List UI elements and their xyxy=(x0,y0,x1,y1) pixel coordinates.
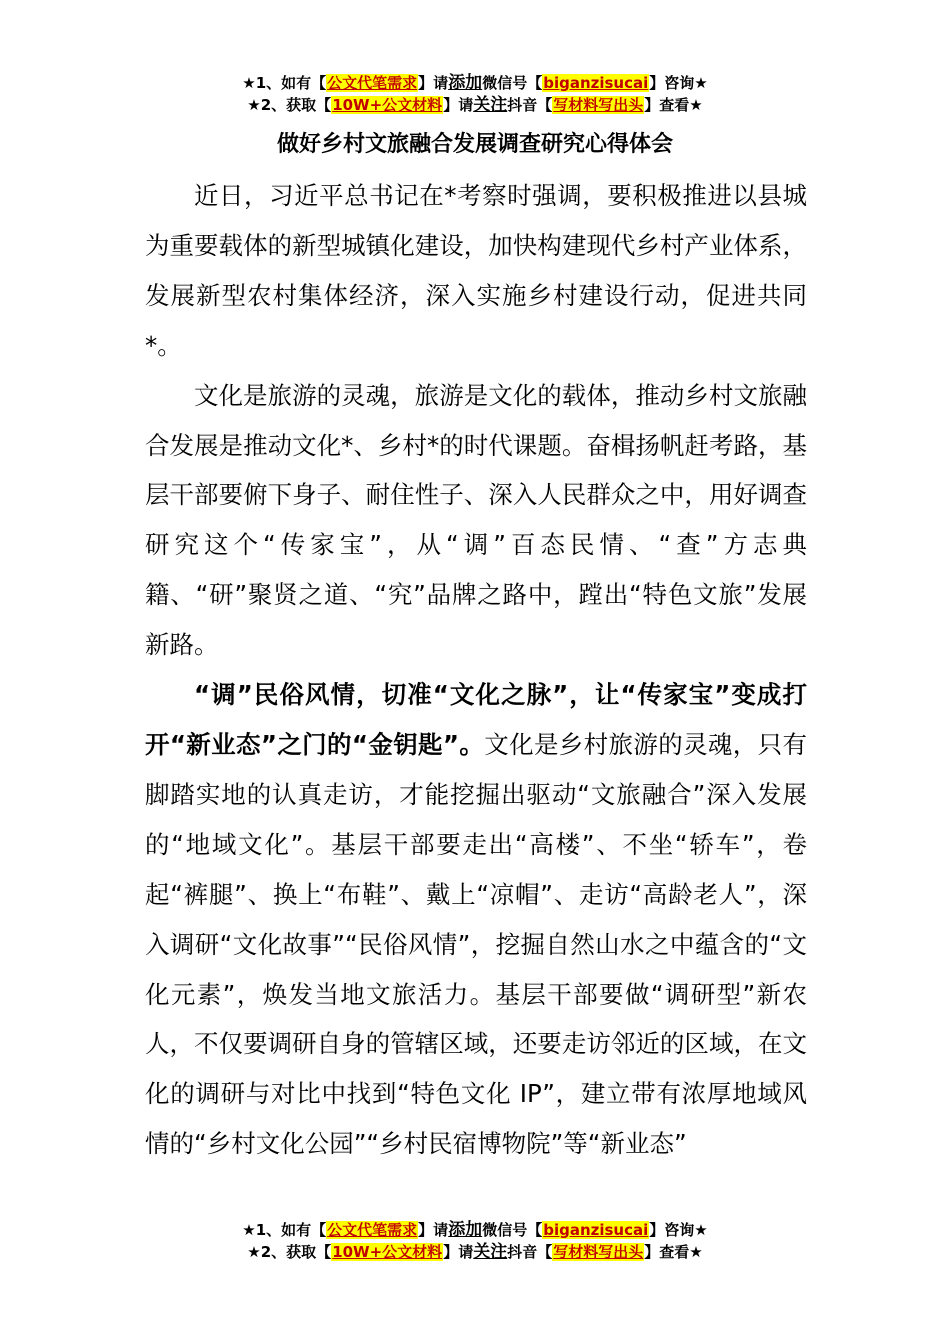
banner-text: 】请 xyxy=(443,96,474,114)
banner-text: ★1、如有【 xyxy=(242,1221,327,1239)
header-banner xyxy=(0,72,950,116)
footer-banner xyxy=(0,1219,950,1263)
paragraph-1: 近日，习近平总书记在*考察时强调，要积极推进以县城为重要载体的新型城镇化建设，加快构建现代乡村产业体系，发展新型农村集体经济，深入实施乡村建设行动，促进共同*。 xyxy=(145,181,807,360)
banner-text: 】咨询★ xyxy=(649,74,708,92)
banner-line-1 xyxy=(0,1219,950,1241)
highlight-service: 公文代笔需求 xyxy=(327,74,418,92)
banner-emphasis: 关注 xyxy=(473,95,508,115)
banner-text: ★2、获取【 xyxy=(247,96,332,114)
banner-text: 】咨询★ xyxy=(649,1221,708,1239)
banner-text: 抖音【 xyxy=(507,1243,553,1261)
banner-text: 】请 xyxy=(443,1243,474,1261)
document-title: 做好乡村文旅融合发展调查研究心得体会 xyxy=(276,132,673,157)
banner-text: 】请 xyxy=(418,1221,449,1239)
banner-text: 微信号【 xyxy=(482,1221,543,1239)
highlight-materials: 10W+公文材料 xyxy=(332,1243,443,1261)
banner-text: 】请 xyxy=(418,74,449,92)
banner-emphasis: 添加 xyxy=(448,73,483,93)
highlight-douyin-id: 写材料写出头 xyxy=(553,96,644,114)
banner-text: 微信号【 xyxy=(482,74,543,92)
document-body xyxy=(145,171,807,1169)
paragraph-3 xyxy=(145,670,807,1169)
highlight-service: 公文代笔需求 xyxy=(327,1221,418,1239)
highlight-materials: 10W+公文材料 xyxy=(332,96,443,114)
banner-text: 抖音【 xyxy=(507,96,553,114)
banner-text: 】查看★ xyxy=(644,96,703,114)
banner-emphasis: 关注 xyxy=(473,1242,508,1262)
highlight-wechat-id: biganzisucai xyxy=(543,74,649,92)
highlight-wechat-id: biganzisucai xyxy=(543,1221,649,1239)
banner-emphasis: 添加 xyxy=(448,1220,483,1240)
paragraph-3-text: 文化是乡村旅游的灵魂，只有脚踏实地的认真走访，才能挖掘出驱动“文旅融合”深入发展的“地域文化”。基层干部要走出“高楼”、不坐“轿车”，卷起“裤腿”、换上“布鞋”、戴上“凉帽”、走访“高龄老人”，深入调研“文化故事”“民俗风情”，挖掘自然山水之中蕴含的“文化元素”，焕发当地文旅活力。基层干部要做“调研型”新农人，不仅要调研自身的管辖区域，还要走访邻近的区域，在文化的调研与对比中找到“特色文化 IP”，建立带有浓厚地域风情的“乡村文化公园”“乡村民宿博物院”等“新业态” xyxy=(145,729,807,1159)
banner-text: ★2、获取【 xyxy=(247,1243,332,1261)
banner-line-2 xyxy=(0,1241,950,1263)
paragraph-3-heading: “调”民俗风情，切准“文化之脉”，让“传家宝”变成打开“新业态”之门的“金钥匙”。 xyxy=(145,680,807,759)
banner-text: 】查看★ xyxy=(644,1243,703,1261)
paragraph-2: 文化是旅游的灵魂，旅游是文化的载体，推动乡村文旅融合发展是推动文化*、乡村*的时代课题。奋楫扬帆赶考路，基层干部要俯下身子、耐住性子、深入人民群众之中，用好调查研究这个“传家宝”，从“调”百态民情、“查”方志典籍、“研”聚贤之道、“究”品牌之路中，蹚出“特色文旅”发展新路。 xyxy=(145,380,807,660)
banner-line-2 xyxy=(0,94,950,116)
highlight-douyin-id: 写材料写出头 xyxy=(553,1243,644,1261)
banner-line-1 xyxy=(0,72,950,94)
banner-text: ★1、如有【 xyxy=(242,74,327,92)
